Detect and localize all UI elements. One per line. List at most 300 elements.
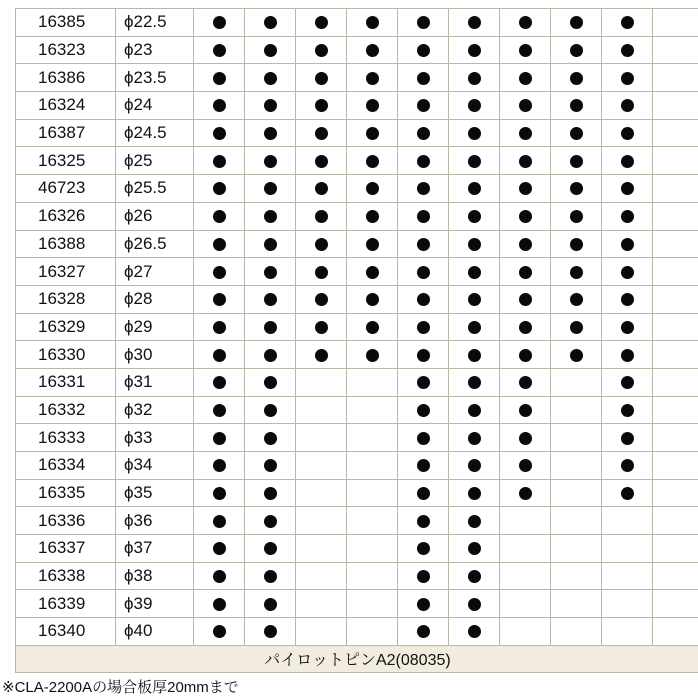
compatible-dot-icon <box>519 404 532 417</box>
mark-cell <box>398 9 449 37</box>
mark-cell <box>500 452 551 480</box>
mark-cell <box>194 258 245 286</box>
compatible-dot-icon <box>519 127 532 140</box>
diameter: ϕ34 <box>116 452 194 480</box>
table-row <box>16 618 698 646</box>
compatible-dot-icon <box>417 570 430 583</box>
diameter: ϕ28 <box>116 285 194 313</box>
mark-cell <box>296 285 347 313</box>
mark-cell <box>449 562 500 590</box>
compatible-dot-icon <box>264 293 277 306</box>
compatible-dot-icon <box>417 487 430 500</box>
compatible-dot-icon <box>264 127 277 140</box>
compatible-dot-icon <box>468 459 481 472</box>
compatible-dot-icon <box>213 293 226 306</box>
compatible-dot-icon <box>264 210 277 223</box>
mark-cell <box>347 562 398 590</box>
compatible-dot-icon <box>366 44 379 57</box>
mark-cell <box>398 202 449 230</box>
compatible-dot-icon <box>213 459 226 472</box>
mark-cell <box>398 147 449 175</box>
compatible-dot-icon <box>213 625 226 638</box>
compatible-dot-icon <box>315 266 328 279</box>
mark-cell <box>653 285 698 313</box>
mark-cell <box>296 341 347 369</box>
mark-cell <box>347 202 398 230</box>
mark-cell <box>398 424 449 452</box>
compatible-dot-icon <box>621 349 634 362</box>
compatible-dot-icon <box>417 349 430 362</box>
compatible-dot-icon <box>468 16 481 29</box>
compatible-dot-icon <box>621 210 634 223</box>
compatible-dot-icon <box>570 99 583 112</box>
mark-cell <box>551 535 602 563</box>
product-code: 16334 <box>16 452 116 480</box>
mark-cell <box>398 36 449 64</box>
mark-cell <box>398 230 449 258</box>
compatible-dot-icon <box>621 487 634 500</box>
mark-cell <box>194 119 245 147</box>
mark-cell <box>398 258 449 286</box>
mark-cell <box>245 147 296 175</box>
product-code: 16326 <box>16 202 116 230</box>
compatible-dot-icon <box>468 155 481 168</box>
footnote: ※CLA-2200Aの場合板厚20mmまで <box>2 679 239 696</box>
compatible-dot-icon <box>213 598 226 611</box>
compatible-dot-icon <box>264 16 277 29</box>
diameter: ϕ32 <box>116 396 194 424</box>
mark-cell <box>500 147 551 175</box>
diameter: ϕ36 <box>116 507 194 535</box>
compatible-dot-icon <box>213 266 226 279</box>
product-code: 16386 <box>16 64 116 92</box>
compatible-dot-icon <box>417 432 430 445</box>
mark-cell <box>500 313 551 341</box>
compatible-dot-icon <box>570 72 583 85</box>
mark-cell <box>500 119 551 147</box>
mark-cell <box>245 36 296 64</box>
mark-cell <box>500 285 551 313</box>
compatible-dot-icon <box>468 404 481 417</box>
mark-cell <box>653 258 698 286</box>
mark-cell <box>296 36 347 64</box>
mark-cell <box>245 313 296 341</box>
compatible-dot-icon <box>417 459 430 472</box>
compatible-dot-icon <box>570 266 583 279</box>
mark-cell <box>653 36 698 64</box>
mark-cell <box>194 9 245 37</box>
table-row <box>16 36 698 64</box>
mark-cell <box>296 368 347 396</box>
diameter: ϕ38 <box>116 562 194 590</box>
compatible-dot-icon <box>315 16 328 29</box>
mark-cell <box>500 618 551 646</box>
mark-cell <box>296 119 347 147</box>
mark-cell <box>449 285 500 313</box>
compatible-dot-icon <box>264 598 277 611</box>
compatible-dot-icon <box>621 404 634 417</box>
compatible-dot-icon <box>570 238 583 251</box>
mark-cell <box>500 562 551 590</box>
table-row <box>16 285 698 313</box>
compatible-dot-icon <box>213 432 226 445</box>
mark-cell <box>602 452 653 480</box>
compatible-dot-icon <box>570 155 583 168</box>
compatible-dot-icon <box>468 570 481 583</box>
mark-cell <box>347 92 398 120</box>
compatible-dot-icon <box>621 155 634 168</box>
table-body <box>16 9 698 646</box>
product-code: 16324 <box>16 92 116 120</box>
mark-cell <box>347 119 398 147</box>
footer-row <box>16 645 698 672</box>
mark-cell <box>551 452 602 480</box>
mark-cell <box>245 507 296 535</box>
compatible-dot-icon <box>621 44 634 57</box>
compatible-dot-icon <box>417 155 430 168</box>
mark-cell <box>500 202 551 230</box>
compatible-dot-icon <box>315 321 328 334</box>
mark-cell <box>347 368 398 396</box>
mark-cell <box>245 618 296 646</box>
mark-cell <box>194 202 245 230</box>
mark-cell <box>194 147 245 175</box>
compatible-dot-icon <box>264 99 277 112</box>
mark-cell <box>296 396 347 424</box>
mark-cell <box>653 341 698 369</box>
mark-cell <box>194 452 245 480</box>
mark-cell <box>551 258 602 286</box>
compatible-dot-icon <box>621 293 634 306</box>
compatible-dot-icon <box>468 182 481 195</box>
mark-cell <box>500 479 551 507</box>
mark-cell <box>653 535 698 563</box>
mark-cell <box>449 507 500 535</box>
mark-cell <box>296 479 347 507</box>
product-code: 16323 <box>16 36 116 64</box>
mark-cell <box>398 590 449 618</box>
mark-cell <box>296 452 347 480</box>
mark-cell <box>449 424 500 452</box>
compatible-dot-icon <box>417 72 430 85</box>
mark-cell <box>551 36 602 64</box>
mark-cell <box>653 9 698 37</box>
compatible-dot-icon <box>570 16 583 29</box>
diameter: ϕ23 <box>116 36 194 64</box>
compatible-dot-icon <box>468 266 481 279</box>
mark-cell <box>296 507 347 535</box>
product-code: 16336 <box>16 507 116 535</box>
compatible-dot-icon <box>366 72 379 85</box>
mark-cell <box>500 507 551 535</box>
mark-cell <box>500 92 551 120</box>
mark-cell <box>347 175 398 203</box>
table-row <box>16 368 698 396</box>
table-row <box>16 535 698 563</box>
mark-cell <box>296 590 347 618</box>
compatible-dot-icon <box>570 127 583 140</box>
mark-cell <box>653 452 698 480</box>
mark-cell <box>551 507 602 535</box>
compatible-dot-icon <box>417 598 430 611</box>
compatible-dot-icon <box>366 155 379 168</box>
product-code: 16340 <box>16 618 116 646</box>
table-row <box>16 590 698 618</box>
mark-cell <box>347 285 398 313</box>
compatible-dot-icon <box>570 349 583 362</box>
compatible-dot-icon <box>264 182 277 195</box>
mark-cell <box>194 341 245 369</box>
mark-cell <box>500 368 551 396</box>
compatible-dot-icon <box>570 210 583 223</box>
mark-cell <box>551 92 602 120</box>
diameter: ϕ29 <box>116 313 194 341</box>
mark-cell <box>602 424 653 452</box>
mark-cell <box>602 535 653 563</box>
mark-cell <box>602 202 653 230</box>
mark-cell <box>398 535 449 563</box>
compatible-dot-icon <box>570 293 583 306</box>
compatible-dot-icon <box>519 376 532 389</box>
compatible-dot-icon <box>264 404 277 417</box>
compatible-dot-icon <box>417 376 430 389</box>
mark-cell <box>347 396 398 424</box>
compatible-dot-icon <box>264 238 277 251</box>
mark-cell <box>551 590 602 618</box>
compatible-dot-icon <box>621 127 634 140</box>
table-row <box>16 479 698 507</box>
table-row <box>16 119 698 147</box>
compatible-dot-icon <box>213 376 226 389</box>
product-code: 16337 <box>16 535 116 563</box>
mark-cell <box>398 396 449 424</box>
diameter: ϕ25.5 <box>116 175 194 203</box>
compatible-dot-icon <box>468 598 481 611</box>
mark-cell <box>653 396 698 424</box>
mark-cell <box>551 424 602 452</box>
table-row <box>16 341 698 369</box>
compatible-dot-icon <box>366 349 379 362</box>
mark-cell <box>449 341 500 369</box>
mark-cell <box>347 507 398 535</box>
mark-cell <box>602 92 653 120</box>
compatible-dot-icon <box>519 155 532 168</box>
mark-cell <box>347 313 398 341</box>
mark-cell <box>551 396 602 424</box>
diameter: ϕ37 <box>116 535 194 563</box>
compatible-dot-icon <box>417 238 430 251</box>
product-code: 16325 <box>16 147 116 175</box>
table-row <box>16 9 698 37</box>
compatible-dot-icon <box>519 99 532 112</box>
compatible-dot-icon <box>417 16 430 29</box>
compatible-dot-icon <box>519 349 532 362</box>
mark-cell <box>551 64 602 92</box>
mark-cell <box>449 9 500 37</box>
compatible-dot-icon <box>621 376 634 389</box>
mark-cell <box>602 479 653 507</box>
compatible-dot-icon <box>315 127 328 140</box>
compatible-dot-icon <box>468 432 481 445</box>
compatible-dot-icon <box>213 210 226 223</box>
compatible-dot-icon <box>468 376 481 389</box>
mark-cell <box>398 507 449 535</box>
diameter: ϕ26.5 <box>116 230 194 258</box>
mark-cell <box>245 341 296 369</box>
compatible-dot-icon <box>315 72 328 85</box>
diameter: ϕ27 <box>116 258 194 286</box>
mark-cell <box>551 147 602 175</box>
compatible-dot-icon <box>570 44 583 57</box>
mark-cell <box>653 562 698 590</box>
mark-cell <box>245 590 296 618</box>
mark-cell <box>347 424 398 452</box>
compatible-dot-icon <box>366 210 379 223</box>
compatible-dot-icon <box>468 349 481 362</box>
mark-cell <box>500 258 551 286</box>
mark-cell <box>245 424 296 452</box>
compatible-dot-icon <box>366 99 379 112</box>
mark-cell <box>653 119 698 147</box>
mark-cell <box>347 452 398 480</box>
compatible-dot-icon <box>468 515 481 528</box>
compatible-dot-icon <box>264 487 277 500</box>
product-code: 16330 <box>16 341 116 369</box>
mark-cell <box>194 479 245 507</box>
diameter: ϕ33 <box>116 424 194 452</box>
compatible-dot-icon <box>519 321 532 334</box>
mark-cell <box>449 590 500 618</box>
mark-cell <box>602 562 653 590</box>
compatible-dot-icon <box>468 99 481 112</box>
product-code: 16327 <box>16 258 116 286</box>
mark-cell <box>245 175 296 203</box>
compatible-dot-icon <box>213 127 226 140</box>
mark-cell <box>551 285 602 313</box>
compatible-dot-icon <box>264 72 277 85</box>
mark-cell <box>245 396 296 424</box>
compatible-dot-icon <box>417 44 430 57</box>
mark-cell <box>653 368 698 396</box>
mark-cell <box>500 590 551 618</box>
compatible-dot-icon <box>315 238 328 251</box>
mark-cell <box>602 36 653 64</box>
mark-cell <box>653 590 698 618</box>
compatible-dot-icon <box>264 459 277 472</box>
mark-cell <box>551 202 602 230</box>
mark-cell <box>398 175 449 203</box>
compatible-dot-icon <box>366 321 379 334</box>
mark-cell <box>245 285 296 313</box>
compatible-dot-icon <box>417 266 430 279</box>
compatible-dot-icon <box>519 16 532 29</box>
mark-cell <box>245 9 296 37</box>
product-code: 16385 <box>16 9 116 37</box>
compatible-dot-icon <box>213 182 226 195</box>
table-row <box>16 258 698 286</box>
mark-cell <box>194 618 245 646</box>
table-row <box>16 562 698 590</box>
mark-cell <box>500 9 551 37</box>
table-row <box>16 92 698 120</box>
mark-cell <box>602 341 653 369</box>
compatible-dot-icon <box>213 155 226 168</box>
mark-cell <box>653 479 698 507</box>
diameter: ϕ40 <box>116 618 194 646</box>
compatible-dot-icon <box>366 238 379 251</box>
mark-cell <box>602 368 653 396</box>
mark-cell <box>347 230 398 258</box>
compatible-dot-icon <box>468 44 481 57</box>
diameter: ϕ23.5 <box>116 64 194 92</box>
compatible-dot-icon <box>621 99 634 112</box>
product-code: 16387 <box>16 119 116 147</box>
compatible-dot-icon <box>315 349 328 362</box>
mark-cell <box>194 175 245 203</box>
product-code: 16388 <box>16 230 116 258</box>
compatible-dot-icon <box>366 16 379 29</box>
product-code: 16328 <box>16 285 116 313</box>
mark-cell <box>602 9 653 37</box>
compatible-dot-icon <box>468 238 481 251</box>
compatible-dot-icon <box>213 16 226 29</box>
mark-cell <box>602 230 653 258</box>
mark-cell <box>245 368 296 396</box>
compatible-dot-icon <box>468 487 481 500</box>
mark-cell <box>602 507 653 535</box>
compatible-dot-icon <box>366 266 379 279</box>
mark-cell <box>602 119 653 147</box>
compatible-dot-icon <box>519 210 532 223</box>
mark-cell <box>296 64 347 92</box>
compatible-dot-icon <box>621 238 634 251</box>
table-row <box>16 424 698 452</box>
mark-cell <box>500 175 551 203</box>
compatible-dot-icon <box>519 182 532 195</box>
compatible-dot-icon <box>213 44 226 57</box>
mark-cell <box>398 313 449 341</box>
product-code: 16333 <box>16 424 116 452</box>
table-row <box>16 202 698 230</box>
mark-cell <box>653 175 698 203</box>
compatible-dot-icon <box>519 44 532 57</box>
mark-cell <box>296 424 347 452</box>
mark-cell <box>653 64 698 92</box>
product-code: 16329 <box>16 313 116 341</box>
mark-cell <box>551 230 602 258</box>
mark-cell <box>398 368 449 396</box>
mark-cell <box>398 452 449 480</box>
mark-cell <box>449 92 500 120</box>
mark-cell <box>245 452 296 480</box>
mark-cell <box>398 64 449 92</box>
compatible-dot-icon <box>468 542 481 555</box>
mark-cell <box>347 64 398 92</box>
mark-cell <box>245 258 296 286</box>
compatible-dot-icon <box>468 321 481 334</box>
compatible-dot-icon <box>417 404 430 417</box>
mark-cell <box>245 535 296 563</box>
mark-cell <box>296 175 347 203</box>
compatible-dot-icon <box>621 321 634 334</box>
mark-cell <box>449 230 500 258</box>
mark-cell <box>296 9 347 37</box>
compatible-dot-icon <box>264 266 277 279</box>
mark-cell <box>551 479 602 507</box>
compatible-dot-icon <box>417 293 430 306</box>
mark-cell <box>500 424 551 452</box>
footer-label: パイロットピンA2(08035) <box>16 645 698 672</box>
